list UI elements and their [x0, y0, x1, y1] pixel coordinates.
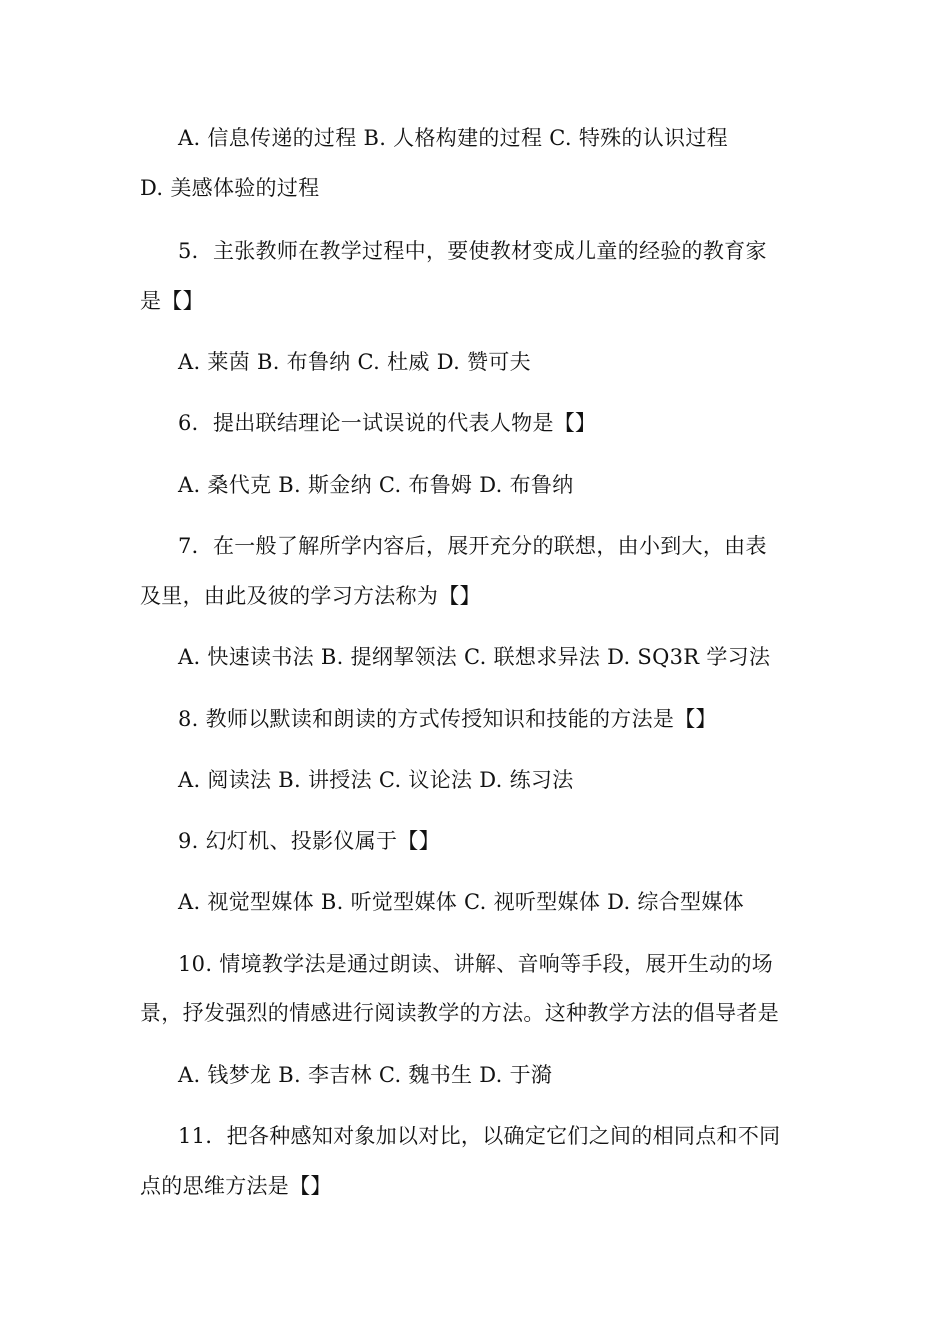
q4-options-a-c: A. 信息传递的过程 B. 人格构建的过程 C. 特殊的认识过程	[178, 126, 728, 150]
q7-question-line1: 7．在一般了解所学内容后，展开充分的联想，由小到大，由表	[178, 534, 767, 558]
q11-question-line1: 11．把各种感知对象加以对比，以确定它们之间的相同点和不同	[178, 1124, 781, 1148]
q10-options: A. 钱梦龙 B. 李吉林 C. 魏书生 D. 于漪	[178, 1063, 553, 1087]
q6-options: A. 桑代克 B. 斯金纳 C. 布鲁姆 D. 布鲁纳	[178, 473, 574, 497]
q5-question-line1: 5．主张教师在教学过程中，要使教材变成儿童的经验的教育家	[178, 239, 767, 263]
q8-options: A. 阅读法 B. 讲授法 C. 议论法 D. 练习法	[178, 768, 574, 792]
q5-question-line2: 是【】	[140, 289, 204, 313]
q9-options: A. 视觉型媒体 B. 听觉型媒体 C. 视听型媒体 D. 综合型媒体	[178, 890, 744, 914]
q6-question: 6．提出联结理论一试误说的代表人物是【】	[178, 411, 597, 435]
q11-question-line2: 点的思维方法是【】	[140, 1174, 332, 1198]
q9-question: 9. 幻灯机、投影仪属于【】	[178, 829, 440, 853]
q7-options: A. 快速读书法 B. 提纲挈领法 C. 联想求异法 D. SQ3R 学习法	[178, 645, 771, 669]
q5-options: A. 莱茵 B. 布鲁纳 C. 杜威 D. 赞可夫	[178, 350, 531, 374]
q10-question-line1: 10. 情境教学法是通过朗读、讲解、音响等手段，展开生动的场	[178, 952, 774, 976]
q4-option-d: D. 美感体验的过程	[140, 176, 320, 200]
q10-question-line2: 景，抒发强烈的情感进行阅读教学的方法。这种教学方法的倡导者是	[140, 1001, 779, 1025]
q8-question: 8. 教师以默读和朗读的方式传授知识和技能的方法是【】	[178, 707, 717, 731]
q7-question-line2: 及里，由此及彼的学习方法称为【】	[140, 584, 481, 608]
